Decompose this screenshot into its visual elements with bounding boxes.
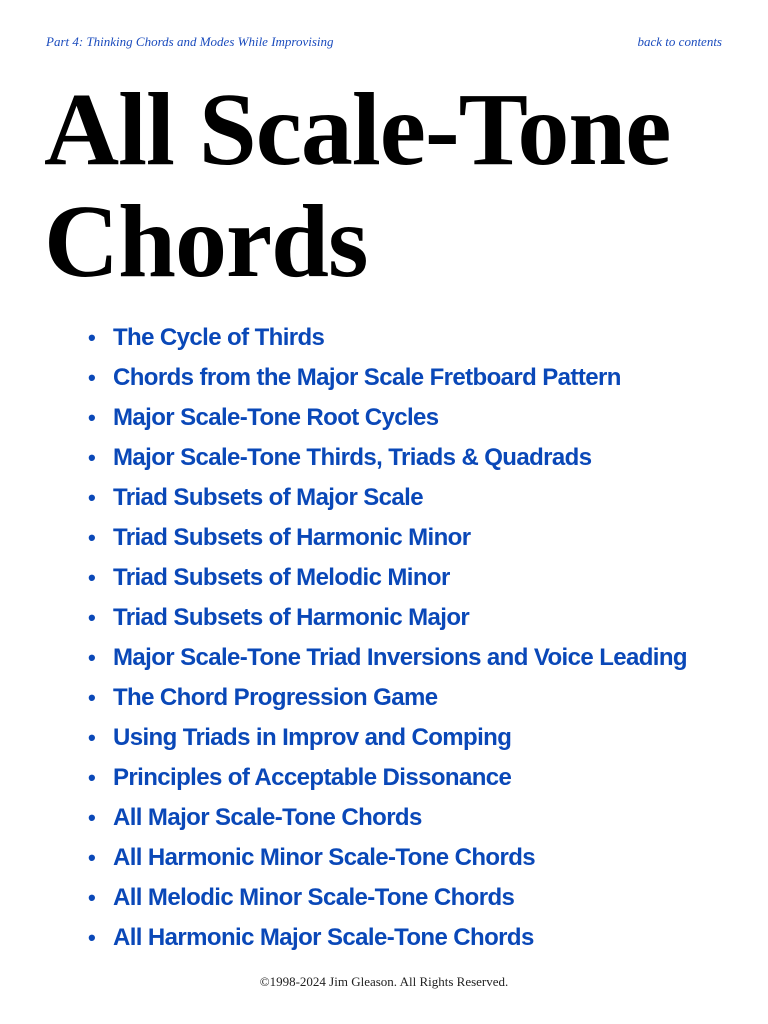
chapter-link[interactable] <box>86 918 687 958</box>
chapter-link[interactable] <box>86 758 687 798</box>
chapter-list <box>86 318 687 958</box>
chapter-link[interactable] <box>86 438 687 478</box>
bullet-icon: • <box>88 365 96 390</box>
section-label: Part 4: Thinking Chords and Modes While Improvising <box>46 34 334 49</box>
chapter-link-label: Principles of Acceptable Dissonance <box>113 764 512 791</box>
chapter-link-label: The Chord Progression Game <box>113 684 438 711</box>
bullet-icon: • <box>88 605 96 630</box>
bullet-icon: • <box>88 765 96 790</box>
copyright-footer: ©1998-2024 Jim Gleason. All Rights Reserved. <box>259 974 509 989</box>
chapter-link-label: Triad Subsets of Harmonic Major <box>113 604 470 631</box>
page-title-line-2: Chords <box>44 184 368 299</box>
chapter-link-label: Chords from the Major Scale Fretboard Pattern <box>113 364 621 391</box>
bullet-icon: • <box>88 645 96 670</box>
bullet-icon: • <box>88 405 96 430</box>
chapter-link[interactable] <box>86 878 687 918</box>
chapter-link-label: All Major Scale-Tone Chords <box>113 804 422 831</box>
chapter-link[interactable] <box>86 518 687 558</box>
page-title-line-1: All Scale-Tone <box>44 72 671 187</box>
chapter-link[interactable] <box>86 838 687 878</box>
chapter-link-label: Triad Subsets of Major Scale <box>113 484 423 511</box>
chapter-link[interactable] <box>86 718 687 758</box>
bullet-icon: • <box>88 725 96 750</box>
chapter-link-label: Major Scale-Tone Thirds, Triads & Quadrads <box>113 444 592 471</box>
chapter-link[interactable] <box>86 558 687 598</box>
chapter-link[interactable] <box>86 598 687 638</box>
bullet-icon: • <box>88 485 96 510</box>
bullet-icon: • <box>88 325 96 350</box>
chapter-link[interactable] <box>86 318 687 358</box>
chapter-link-label: Triad Subsets of Melodic Minor <box>113 564 450 591</box>
chapter-link[interactable] <box>86 798 687 838</box>
bullet-icon: • <box>88 525 96 550</box>
bullet-icon: • <box>88 845 96 870</box>
bullet-icon: • <box>88 805 96 830</box>
back-to-contents-link[interactable]: back to contents <box>637 34 722 49</box>
chapter-link[interactable] <box>86 358 687 398</box>
page-title <box>44 74 744 298</box>
bullet-icon: • <box>88 565 96 590</box>
chapter-link-label: All Harmonic Minor Scale-Tone Chords <box>113 844 536 871</box>
page-header <box>46 34 722 54</box>
chapter-link[interactable] <box>86 678 687 718</box>
chapter-link-label: Major Scale-Tone Root Cycles <box>113 404 439 431</box>
chapter-link-label: Major Scale-Tone Triad Inversions and Voice Leading <box>113 644 687 671</box>
chapter-link[interactable] <box>86 478 687 518</box>
chapter-link-label: Triad Subsets of Harmonic Minor <box>113 524 471 551</box>
chapter-link-label: Using Triads in Improv and Comping <box>113 724 512 751</box>
chapter-link-label: All Harmonic Major Scale-Tone Chords <box>113 924 534 951</box>
chapter-link-label: The Cycle of Thirds <box>113 324 325 351</box>
bullet-icon: • <box>88 885 96 910</box>
chapter-link-label: All Melodic Minor Scale-Tone Chords <box>113 884 515 911</box>
chapter-link[interactable] <box>86 638 687 678</box>
bullet-icon: • <box>88 925 96 950</box>
bullet-icon: • <box>88 685 96 710</box>
bullet-icon: • <box>88 445 96 470</box>
chapter-link[interactable] <box>86 398 687 438</box>
